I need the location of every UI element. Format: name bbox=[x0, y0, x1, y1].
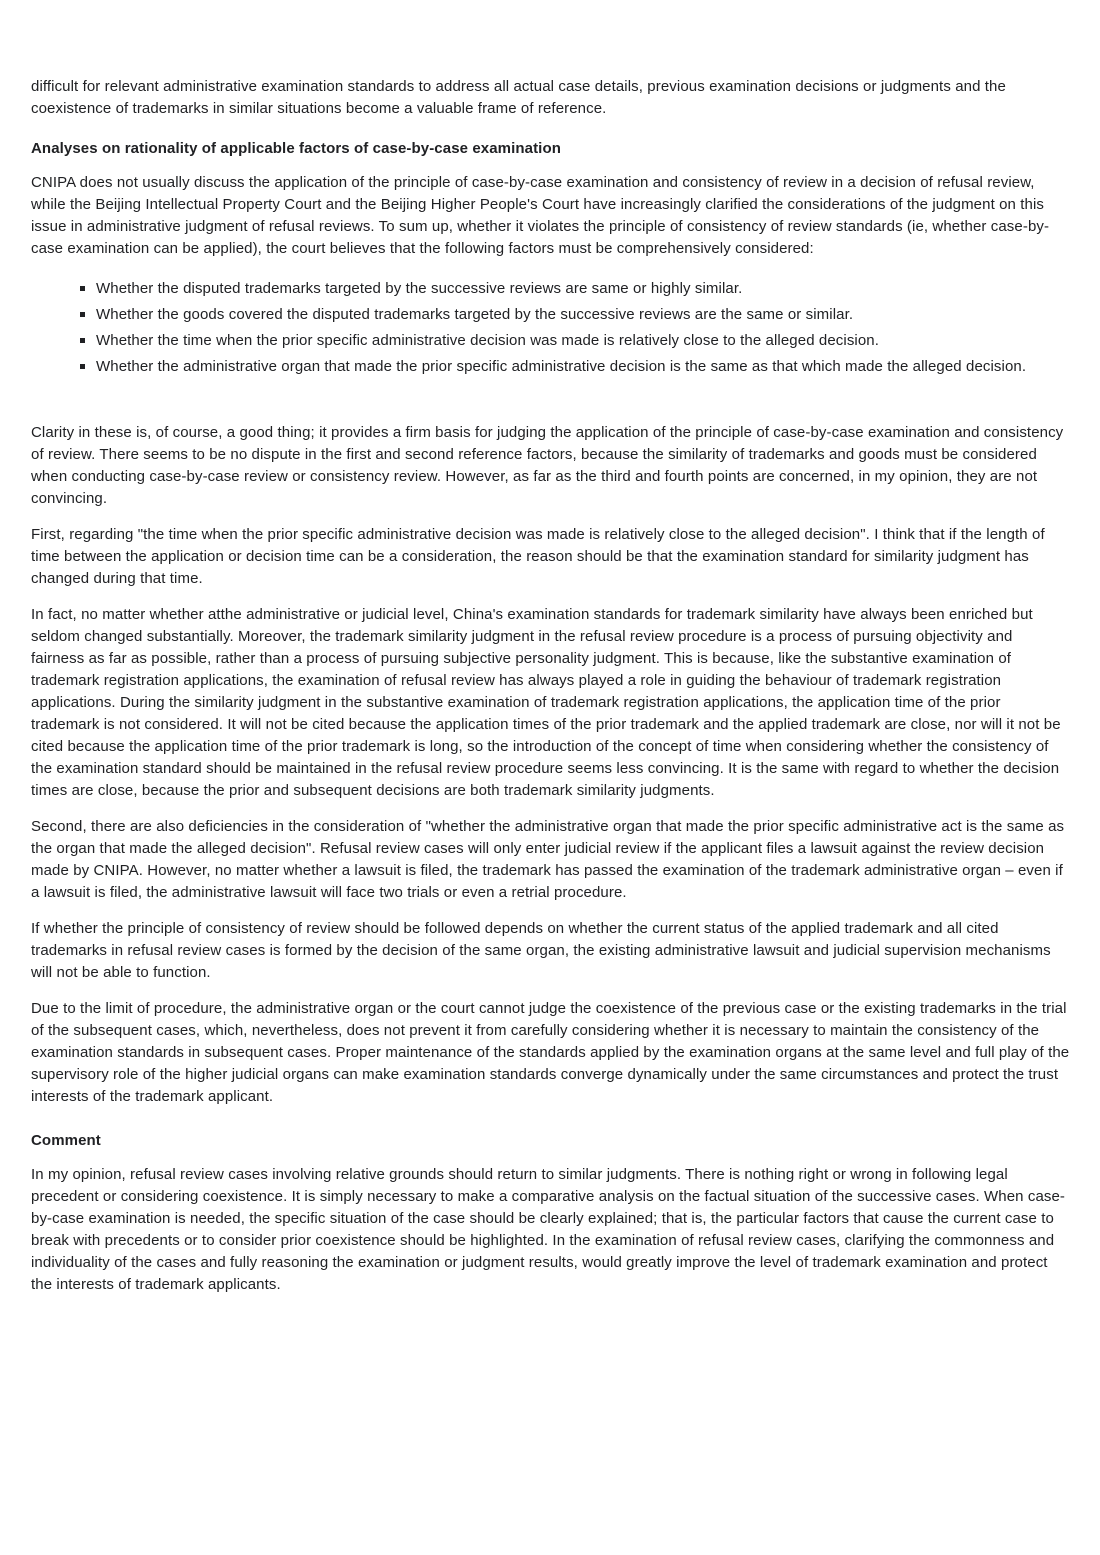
second-point-paragraph: Second, there are also deficiencies in the consideration of "whether the administrative organ that made the prior specific administrative act is the same as the organ that made the alleged decision". Refusal review cases will only enter judicial review if the applicant files a lawsuit against the review decision made by CNIPA. However, no matter whether a lawsuit is filed, the trademark has passed the examination of the trademark administrative organ – even if a lawsuit is filed, the administrative lawsuit will face two trials or even a retrial procedure. bbox=[31, 818, 1065, 901]
first-point-paragraph: First, regarding "the time when the prior specific administrative decision was made is relatively close to the alleged decision". I think that if the length of time between the application or decision time can be a consideration, the reason should be that the examination standard for similarity judgment has changed during that time. bbox=[31, 526, 1045, 587]
factor-item bbox=[80, 276, 1070, 302]
factor-item bbox=[80, 302, 1070, 328]
factor-list bbox=[31, 276, 1070, 380]
bullet-square-icon bbox=[80, 338, 85, 343]
factor-item-text: Whether the administrative organ that made the prior specific administrative decision is the same as that which made the alleged decision. bbox=[96, 358, 1027, 375]
comment-heading: Comment bbox=[31, 1132, 101, 1149]
factor-item-text: Whether the time when the prior specific administrative decision was made is relatively close to the alleged decision. bbox=[96, 332, 880, 349]
bullet-square-icon bbox=[80, 286, 85, 291]
analyses-heading: Analyses on rationality of applicable factors of case-by-case examination bbox=[31, 140, 561, 157]
factor-item-text: Whether the goods covered the disputed trademarks targeted by the successive reviews are the same or similar. bbox=[96, 306, 854, 323]
due-to-limit-paragraph: Due to the limit of procedure, the administrative organ or the court cannot judge the coexistence of the previous case or the existing trademarks in the trial of the subsequent cases, which, nevertheless, does not prevent it from carefully considering whether it is necessary to maintain the consistency of the examination standards in subsequent cases. Proper maintenance of the standards applied by the examination organs at the same level and full play of the supervisory role of the higher judicial organs can make examination standards converge dynamically under the same circumstances and protect the trust interests of the trademark applicant. bbox=[31, 1000, 1070, 1105]
bullet-square-icon bbox=[80, 364, 85, 369]
if-whether-paragraph: If whether the principle of consistency of review should be followed depends on whether the current status of the applied trademark and all cited trademarks in refusal review cases is formed by the decision of the same organ, the existing administrative lawsuit and judicial supervision mechanisms will not be able to function. bbox=[31, 920, 1051, 981]
factor-item bbox=[80, 328, 1070, 354]
analyses-lead-paragraph: CNIPA does not usually discuss the application of the principle of case-by-case examination and consistency of review in a decision of refusal review, while the Beijing Intellectual Property Court and the Beijing Higher People's Court have increasingly clarified the considerations of the judgment on this issue in administrative judgment of refusal reviews. To sum up, whether it violates the principle of consistency of review standards (ie, whether case-by-case examination can be applied), the court believes that the following factors must be comprehensively considered: bbox=[31, 174, 1050, 257]
clarity-paragraph: Clarity in these is, of course, a good thing; it provides a firm basis for judging the application of the principle of case-by-case examination and consistency of review. There seems to be no dispute in the first and second reference factors, because the similarity of trademarks and goods must be considered when conducting case-by-case review or consistency review. However, as far as the third and fourth points are concerned, in my opinion, they are not convincing. bbox=[31, 424, 1064, 507]
intro-paragraph: difficult for relevant administrative examination standards to address all actual case details, previous examination decisions or judgments and the coexistence of trademarks in similar situations become a valuable frame of reference. bbox=[31, 78, 1006, 117]
in-fact-paragraph: In fact, no matter whether atthe administrative or judicial level, China's examination standards for trademark similarity have always been enriched but seldom changed substantially. Moreover, the trademark similarity judgment in the refusal review procedure is a process of pursuing objectivity and fairness as far as possible, rather than a process of pursuing subjective personality judgment. This is because, like the substantive examination of trademark registration applications, the examination of refusal review has always played a role in guiding the behaviour of trademark registration applications. During the similarity judgment in the substantive examination of trademark registration applications, the application time of the prior trademark is not considered. It will not be cited because the application times of the prior trademark and the applied trademark are close, nor will it not be cited because the application time of the prior trademark is long, so the introduction of the concept of time when considering whether the consistency of the examination standard should be maintained in the refusal review procedure seems less convincing. It is the same with regard to whether the decision times are close, because the prior and subsequent decisions are both trademark similarity judgments. bbox=[31, 606, 1061, 799]
factor-item-text: Whether the disputed trademarks targeted by the successive reviews are same or highly similar. bbox=[96, 280, 743, 297]
comment-paragraph: In my opinion, refusal review cases involving relative grounds should return to similar judgments. There is nothing right or wrong in following legal precedent or considering coexistence. It is simply necessary to make a comparative analysis on the factual situation of the successive cases. When case-by-case examination is needed, the specific situation of the case should be clearly explained; that is, the particular factors that cause the current case to break with precedents or to consider prior coexistence should be highlighted. In the examination of refusal review cases, clarifying the commonness and individuality of the cases and fully reasoning the examination or judgment results, would greatly improve the level of trademark examination and protect the interests of trademark applicants. bbox=[31, 1166, 1066, 1293]
bullet-square-icon bbox=[80, 312, 85, 317]
factor-item bbox=[80, 354, 1070, 380]
